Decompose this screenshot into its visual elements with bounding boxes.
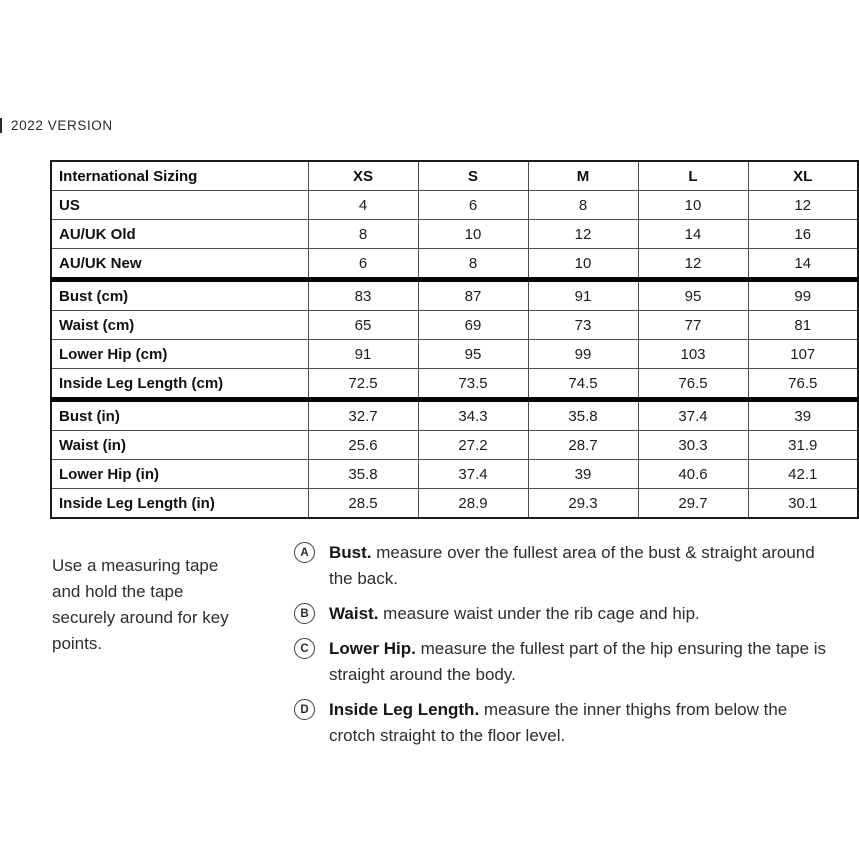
- letter-badge-b: B: [294, 603, 315, 624]
- table-row-bust-in: [51, 400, 858, 431]
- instruction-text: [329, 636, 834, 688]
- instruction-description: measure over the fullest area of the bust & straight around the back.: [329, 543, 815, 588]
- row-label: US: [51, 191, 308, 220]
- instruction-item-bust: [294, 540, 844, 592]
- size-value: 12: [528, 220, 638, 249]
- instruction-term: Bust.: [329, 543, 372, 562]
- size-value: 76.5: [638, 369, 748, 400]
- column-header-l: L: [638, 161, 748, 191]
- size-value: 8: [308, 220, 418, 249]
- sizing-table: [50, 160, 859, 519]
- size-value: 69: [418, 311, 528, 340]
- size-value: 65: [308, 311, 418, 340]
- size-value: 10: [638, 191, 748, 220]
- size-value: 27.2: [418, 431, 528, 460]
- instruction-text: [329, 601, 834, 627]
- size-value: 34.3: [418, 400, 528, 431]
- row-label: Inside Leg Length (cm): [51, 369, 308, 400]
- size-value: 28.7: [528, 431, 638, 460]
- size-value: 4: [308, 191, 418, 220]
- row-label: Lower Hip (in): [51, 460, 308, 489]
- size-value: 16: [748, 220, 858, 249]
- size-value: 91: [528, 280, 638, 311]
- size-value: 10: [418, 220, 528, 249]
- size-value: 8: [418, 249, 528, 280]
- size-value: 30.1: [748, 489, 858, 519]
- letter-badge-d: D: [294, 699, 315, 720]
- instruction-term: Inside Leg Length.: [329, 700, 480, 719]
- size-value: 12: [748, 191, 858, 220]
- size-value: 32.7: [308, 400, 418, 431]
- size-value: 14: [638, 220, 748, 249]
- size-value: 81: [748, 311, 858, 340]
- letter-badge-a: A: [294, 542, 315, 563]
- instruction-term: Waist.: [329, 604, 379, 623]
- column-header-xl: XL: [748, 161, 858, 191]
- instruction-list: [294, 540, 844, 749]
- size-value: 28.9: [418, 489, 528, 519]
- size-value: 99: [748, 280, 858, 311]
- instruction-text: [329, 697, 834, 749]
- table-row-inside-leg-cm: [51, 369, 858, 400]
- row-label: Bust (in): [51, 400, 308, 431]
- letter-badge-c: C: [294, 638, 315, 659]
- row-label: Inside Leg Length (in): [51, 489, 308, 519]
- size-value: 29.3: [528, 489, 638, 519]
- size-value: 83: [308, 280, 418, 311]
- table-row-lower-hip-in: [51, 460, 858, 489]
- size-value: 6: [418, 191, 528, 220]
- size-value: 6: [308, 249, 418, 280]
- row-label: International Sizing: [51, 161, 308, 191]
- size-value: 8: [528, 191, 638, 220]
- size-value: 107: [748, 340, 858, 369]
- version-divider-bar: [0, 118, 2, 133]
- column-header-m: M: [528, 161, 638, 191]
- size-value: 95: [418, 340, 528, 369]
- size-value: 73.5: [418, 369, 528, 400]
- size-value: 39: [528, 460, 638, 489]
- size-value: 14: [748, 249, 858, 280]
- size-value: 30.3: [638, 431, 748, 460]
- instruction-description: measure waist under the rib cage and hip.: [383, 604, 700, 623]
- size-value: 87: [418, 280, 528, 311]
- table-row-us: [51, 191, 858, 220]
- size-value: 42.1: [748, 460, 858, 489]
- table-row-auuk-new: [51, 249, 858, 280]
- row-label: Waist (cm): [51, 311, 308, 340]
- table-row-lower-hip-cm: [51, 340, 858, 369]
- size-value: 103: [638, 340, 748, 369]
- size-value: 40.6: [638, 460, 748, 489]
- instruction-description: measure the inner thighs from below the crotch straight to the floor level.: [329, 700, 788, 745]
- table-row-auuk-old: [51, 220, 858, 249]
- size-value: 72.5: [308, 369, 418, 400]
- table-row-bust-cm: [51, 280, 858, 311]
- instruction-item-inside-leg: [294, 697, 844, 749]
- instruction-description: measure the fullest part of the hip ensuring the tape is straight around the body.: [329, 639, 827, 684]
- size-value: 31.9: [748, 431, 858, 460]
- size-value: 35.8: [308, 460, 418, 489]
- size-value: 25.6: [308, 431, 418, 460]
- size-value: 10: [528, 249, 638, 280]
- row-label: Waist (in): [51, 431, 308, 460]
- instruction-item-waist: [294, 601, 844, 627]
- column-header-s: S: [418, 161, 528, 191]
- size-value: 77: [638, 311, 748, 340]
- size-value: 95: [638, 280, 748, 311]
- size-value: 99: [528, 340, 638, 369]
- table-row-waist-cm: [51, 311, 858, 340]
- table-row-inside-leg-in: [51, 489, 858, 519]
- size-value: 35.8: [528, 400, 638, 431]
- column-header-xs: XS: [308, 161, 418, 191]
- instruction-text: [329, 540, 834, 592]
- size-value: 73: [528, 311, 638, 340]
- row-label: AU/UK New: [51, 249, 308, 280]
- size-value: 74.5: [528, 369, 638, 400]
- size-value: 37.4: [638, 400, 748, 431]
- measuring-intro-text: Use a measuring tape and hold the tape securely around for key points.: [52, 556, 229, 653]
- size-value: 91: [308, 340, 418, 369]
- size-value: 28.5: [308, 489, 418, 519]
- table-header-row: [51, 161, 858, 191]
- instruction-term: Lower Hip.: [329, 639, 416, 658]
- row-label: AU/UK Old: [51, 220, 308, 249]
- instruction-item-lower-hip: [294, 636, 844, 688]
- version-label-row: [0, 118, 113, 133]
- size-value: 37.4: [418, 460, 528, 489]
- version-label: 2022 VERSION: [11, 118, 113, 133]
- size-value: 12: [638, 249, 748, 280]
- row-label: Lower Hip (cm): [51, 340, 308, 369]
- table-row-waist-in: [51, 431, 858, 460]
- size-value: 76.5: [748, 369, 858, 400]
- row-label: Bust (cm): [51, 280, 308, 311]
- size-value: 29.7: [638, 489, 748, 519]
- size-value: 39: [748, 400, 858, 431]
